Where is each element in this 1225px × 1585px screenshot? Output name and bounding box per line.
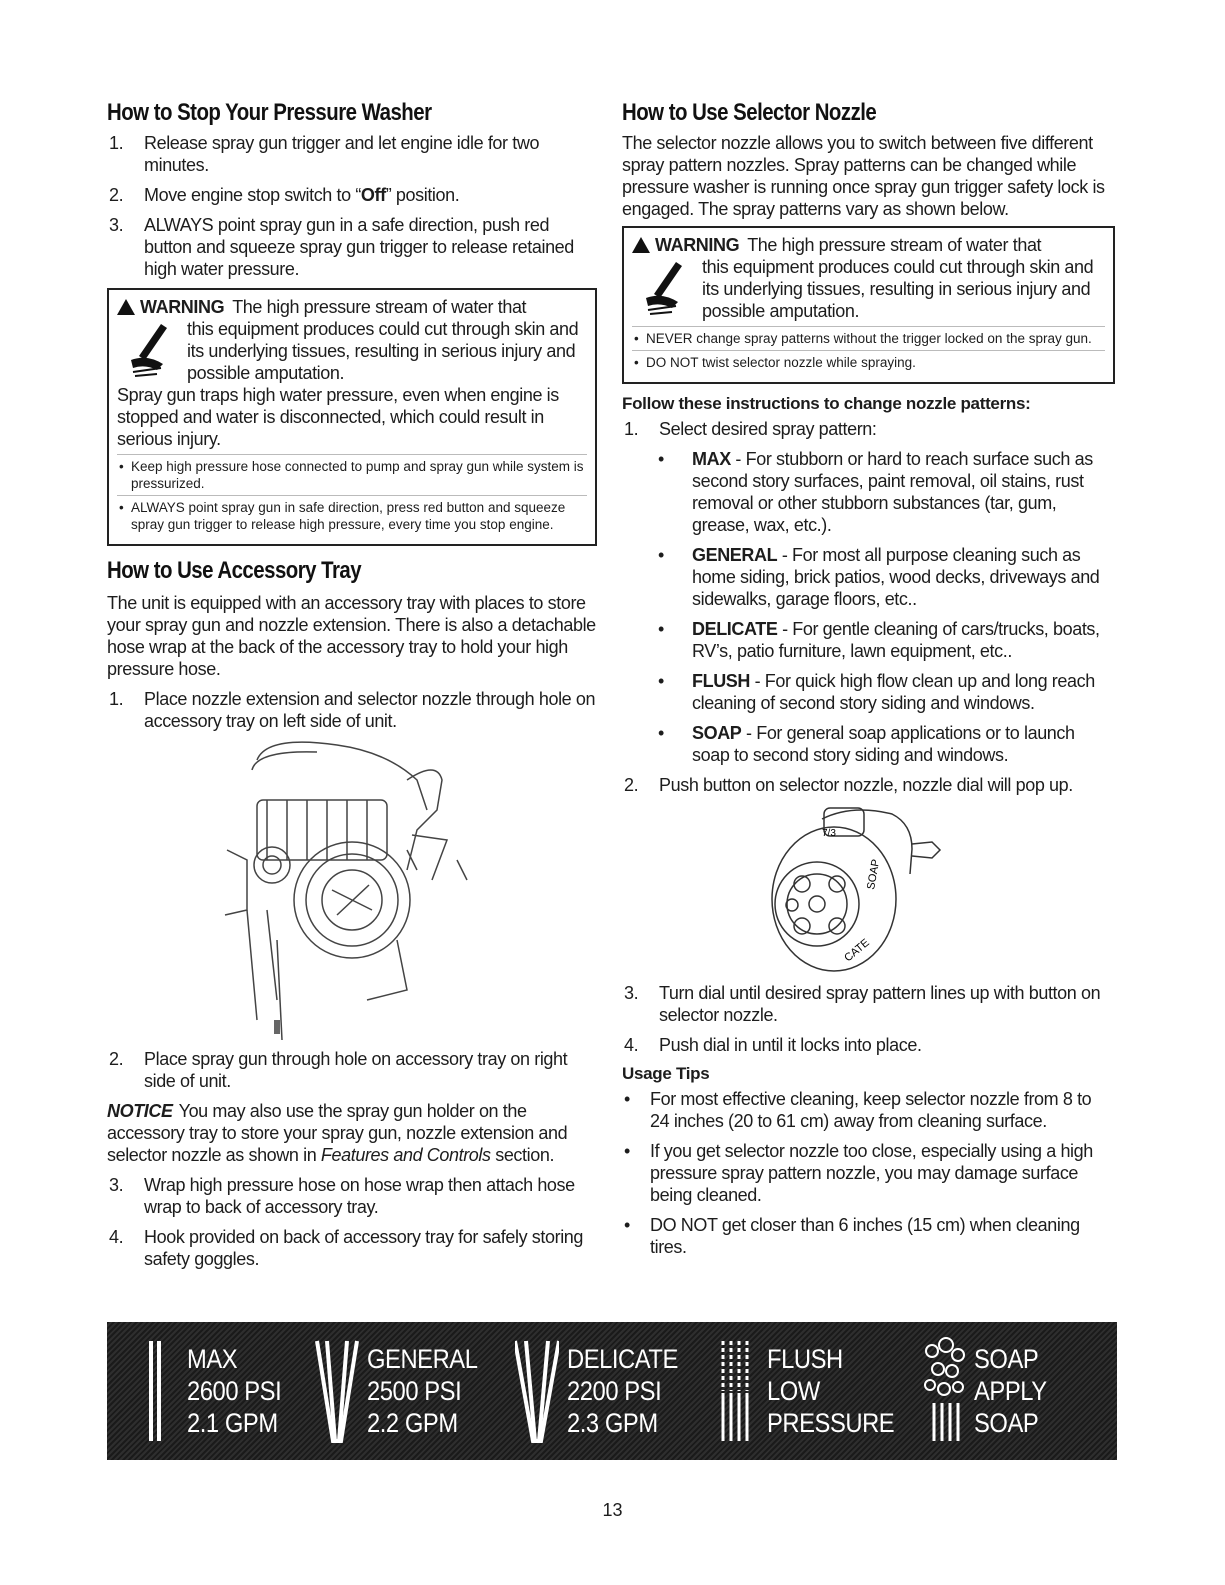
nozzle-step-1: 1. Select desired spray pattern: [624, 419, 877, 439]
soap-pattern-icon [922, 1331, 966, 1451]
page-number: 13 [602, 1500, 623, 1520]
pattern-flush: • FLUSH - For quick high flow clean up and long reach cleaning of second story siding and windows. [652, 670, 1115, 714]
stop-step-3: 3. ALWAYS point spray gun in a safe direction, push red button and squeeze spray gun trigger to release retained high water pressure. [109, 215, 574, 279]
warning-bullet: • ALWAYS point spray gun in safe direction, press red button and squeeze spray gun trigger to release high pressure, every time you stop engine. [117, 495, 587, 536]
warning-label: WARNING [632, 234, 739, 256]
right-column [622, 98, 1115, 1266]
stop-step-2: 2. Move engine stop switch to “Off” position. [109, 185, 460, 205]
warning-triangle-icon [117, 299, 135, 315]
warning-label: WARNING [117, 296, 224, 318]
pattern-general: • GENERAL - For most all purpose cleaning such as home siding, brick patios, wood decks, driveways and sidewalks, garage floors, etc.. [652, 544, 1115, 610]
nozzle-step-4: 4. Push dial in until it locks into place. [624, 1035, 922, 1055]
banner-max: MAX 2600 PSI 2.1 GPM [135, 1331, 305, 1451]
tray-section-title: How to Use Accessory Tray [107, 557, 362, 584]
dial-cate-label: CATE [842, 936, 872, 965]
stop-warning-bullets [117, 454, 587, 536]
stop-warning-box: WARNING The high pressure stream of water that this equipment produces could cut through skin and its underlying tissues, resulting in serious injury and possible amputation. Spray gun traps high water pressure, even when engine is stopped and water is disconnected, which could result in serious injury. • Keep high pressure hose connected to pump and spray gun while system is pressurized. • ALWAYS point spray gun in safe direction, press red button and squeeze spray gun trigger to release high pressure, every time you stop engine. [107, 288, 597, 546]
selector-nozzle-illustration [762, 804, 1115, 974]
warning-bullet: • Keep high pressure hose connected to pump and spray gun while system is pressurized. [117, 454, 587, 495]
stop-steps-list [107, 132, 597, 280]
dial-top-label: 7/3 [822, 828, 836, 839]
spray-pattern-list [652, 448, 1115, 766]
flush-pattern-icon [715, 1331, 759, 1451]
tray-step-2: 2. Place spray gun through hole on accessory tray on right side of unit. [109, 1049, 568, 1091]
tray-step-4: 4. Hook provided on back of accessory tray for safely storing safety goggles. [109, 1227, 584, 1269]
nozzle-warning-bullets [632, 326, 1105, 374]
follow-instructions-heading: Follow these instructions to change nozzle patterns: [622, 394, 1031, 413]
nozzle-step-2: 2. Push button on selector nozzle, nozzle dial will pop up. [624, 775, 1073, 795]
pattern-delicate: • DELICATE - For gentle cleaning of cars/trucks, boats, RV’s, patio furniture, lawn equipment, etc.. [652, 618, 1115, 662]
notice-paragraph: NOTICE You may also use the spray gun holder on the accessory tray to store your spray gun, nozzle extension and selector nozzle as shown in Features and Controls section. [107, 1101, 568, 1165]
max-pattern-icon [135, 1331, 179, 1451]
nozzle-step-3: 3. Turn dial until desired spray pattern lines up with button on selector nozzle. [624, 983, 1101, 1025]
left-column [107, 98, 597, 1278]
usage-tip: • For most effective cleaning, keep selector nozzle from 8 to 24 inches (20 to 61 cm) away from cleaning surface. [622, 1088, 1115, 1132]
banner-general: GENERAL 2500 PSI 2.2 GPM [315, 1331, 505, 1451]
stop-step-1: 1. Release spray gun trigger and let engine idle for two minutes. [109, 133, 540, 175]
delicate-pattern-icon [515, 1331, 559, 1451]
warning-bullet: • NEVER change spray patterns without the trigger locked on the spray gun. [632, 326, 1105, 350]
cut-hazard-icon [117, 318, 187, 384]
pattern-max: • MAX - For stubborn or hard to reach surface such as second story surfaces, paint removal, oil stains, rust removal or other stubborn substances (tar, gum, grease, wax, etc.). [652, 448, 1115, 536]
warning-triangle-icon [632, 237, 650, 253]
usage-tips-list [622, 1088, 1115, 1258]
cut-hazard-icon [632, 256, 702, 322]
nozzle-warning-box: WARNING The high pressure stream of water that this equipment produces could cut through skin and its underlying tissues, resulting in serious injury and possible amputation. • NEVER change spray patterns without the trigger locked on the spray gun. • DO NOT twist selector nozzle while spraying. [622, 226, 1115, 384]
banner-flush: FLUSH LOW PRESSURE [715, 1331, 912, 1451]
general-pattern-icon [315, 1331, 359, 1451]
stop-section-title: How to Stop Your Pressure Washer [107, 99, 432, 126]
banner-soap: SOAP APPLY SOAP [922, 1331, 1107, 1451]
tray-step-1: 1. Place nozzle extension and selector nozzle through hole on accessory tray on left side of unit. [109, 689, 596, 731]
nozzle-section-title: How to Use Selector Nozzle [622, 99, 877, 126]
spray-pattern-banner [107, 1322, 1117, 1460]
dial-soap-label: SOAP [865, 858, 883, 891]
tray-step-3: 3. Wrap high pressure hose on hose wrap then attach hose wrap to back of accessory tray. [109, 1175, 575, 1217]
banner-delicate: DELICATE 2200 PSI 2.3 GPM [515, 1331, 705, 1451]
usage-tips-heading: Usage Tips [622, 1064, 710, 1083]
pattern-soap: • SOAP - For general soap applications or to launch soap to second story siding and windows. [652, 722, 1115, 766]
usage-tip: • If you get selector nozzle too close, especially using a high pressure spray pattern nozzle, you may damage surface being cleaned. [622, 1140, 1115, 1206]
usage-tip: • DO NOT get closer than 6 inches (15 cm) when cleaning tires. [622, 1214, 1115, 1258]
tray-intro: The unit is equipped with an accessory tray with places to store your spray gun and nozzle extension. There is also a detachable hose wrap at the back of the accessory tray to hold your high pressure hose. [107, 593, 596, 679]
warning-bullet: • DO NOT twist selector nozzle while spraying. [632, 350, 1105, 374]
accessory-tray-illustration [107, 740, 597, 1040]
nozzle-intro: The selector nozzle allows you to switch between five different spray pattern nozzles. Spray patterns can be changed while pressure washer is running once spray gun trigger safety lock is engaged. The spray patterns vary as shown below. [622, 133, 1105, 219]
